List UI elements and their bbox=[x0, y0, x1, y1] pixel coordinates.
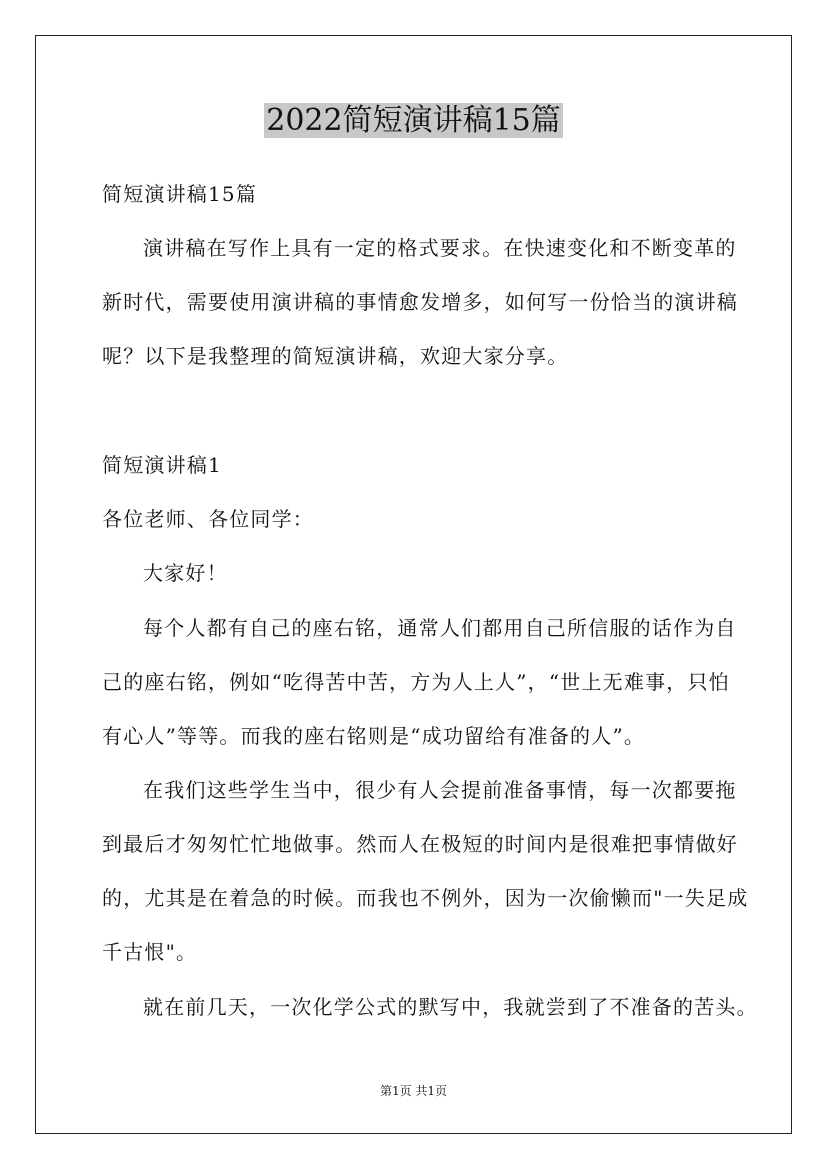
page-footer: 第1页 共1页 bbox=[379, 1084, 448, 1098]
paragraph-line: 就在前几天，一次化学公式的默写中，我就尝到了不准备的苦头。 bbox=[143, 995, 758, 1019]
paragraph-line: 的，尤其是在着急的时候。而我也不例外，因为一次偷懒而"一失足成 bbox=[102, 886, 749, 910]
document-title-wrap bbox=[0, 101, 827, 141]
paragraph-line: 己的座右铭，例如“吃得苦中苦，方为人上人”，“世上无难事，只怕 bbox=[102, 670, 730, 694]
greeting-line: 大家好！ bbox=[143, 561, 228, 585]
paragraph-line: 在我们这些学生当中，很少有人会提前准备事情，每一次都要拖 bbox=[143, 778, 737, 802]
subtitle-line: 简短演讲稿15篇 bbox=[102, 182, 258, 206]
paragraph-line: 到最后才匆匆忙忙地做事。然而人在极短的时间内是很难把事情做好 bbox=[102, 832, 738, 856]
paragraph-line: 每个人都有自己的座右铭，通常人们都用自己所信服的话作为自 bbox=[143, 616, 737, 640]
paragraph-line: 演讲稿在写作上具有一定的格式要求。在快速变化和不断变革的 bbox=[143, 236, 737, 260]
paragraph-line: 呢？以下是我整理的简短演讲稿，欢迎大家分享。 bbox=[102, 344, 569, 368]
section-heading: 简短演讲稿1 bbox=[102, 453, 222, 477]
paragraph-line: 千古恨"。 bbox=[102, 940, 198, 964]
paragraph-line: 新时代，需要使用演讲稿的事情愈发增多，如何写一份恰当的演讲稿 bbox=[102, 290, 738, 314]
salutation-line: 各位老师、各位同学： bbox=[102, 507, 314, 531]
paragraph-line: 有心人”等等。而我的座右铭则是“成功留给有准备的人”。 bbox=[102, 724, 646, 748]
document-title: 2022简短演讲稿15篇 bbox=[266, 103, 561, 138]
